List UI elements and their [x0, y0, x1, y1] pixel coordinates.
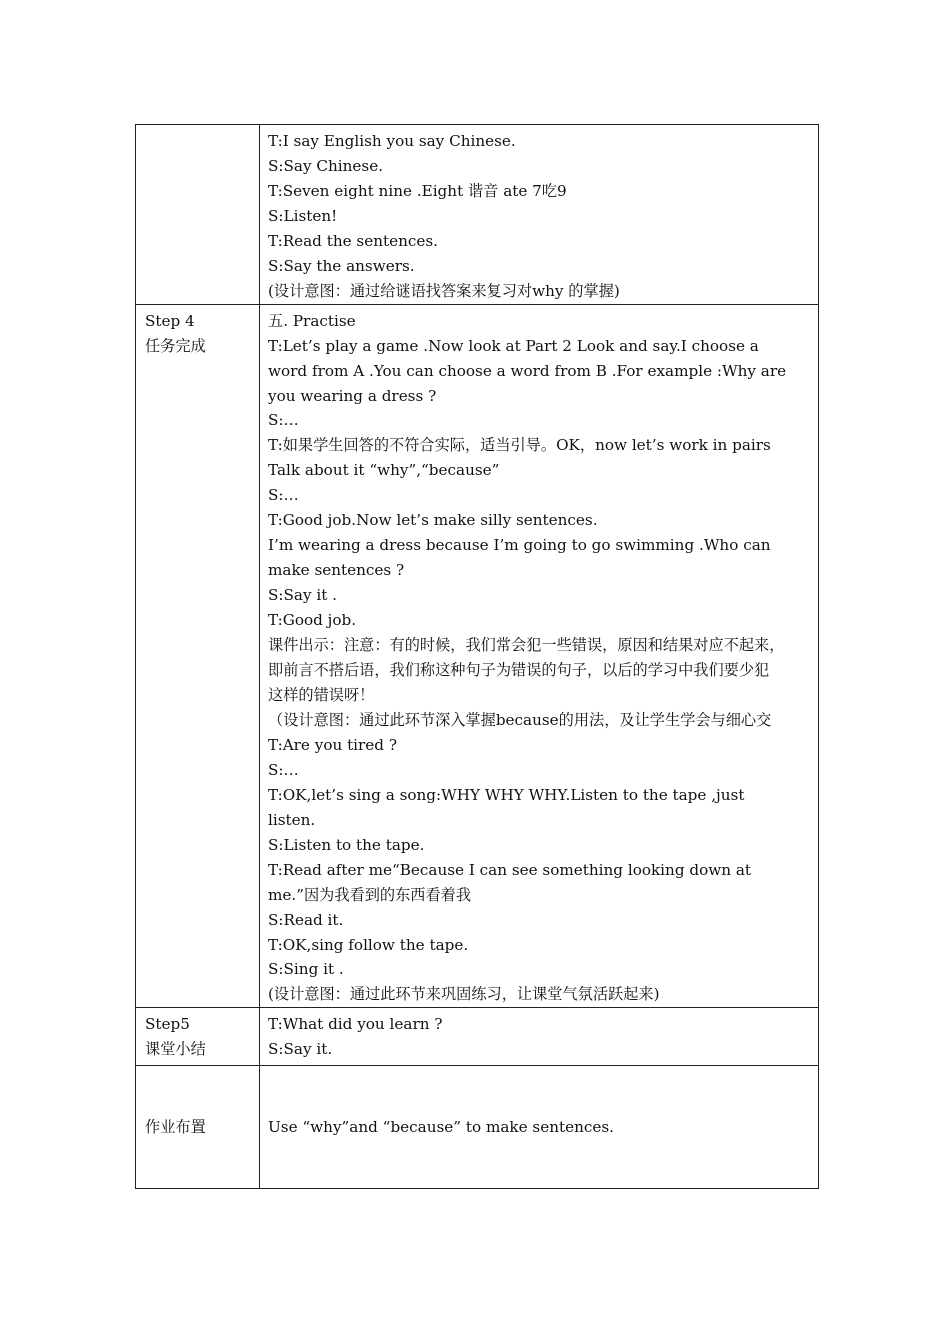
table-row — [136, 1008, 819, 1066]
step-title: 课堂小结 — [145, 1040, 206, 1059]
content-line: T:Let’s play a game .Now look at Part 2 Look and say.I choose a — [268, 336, 759, 355]
content-line: T:Good job.Now let’s make silly sentences. — [268, 511, 598, 530]
content-line: T:如果学生回答的不符合实际，适当引导。OK，now let’s work in pairs — [268, 436, 771, 455]
content-line: S:Say it. — [268, 1040, 333, 1059]
content-line: Talk about it “why”,“because” — [268, 461, 500, 480]
content-line: word from A .You can choose a word from B .For example :Why are — [268, 361, 787, 380]
content-line: Use “why”and “because” to make sentences. — [268, 1117, 614, 1136]
content-line: T:Read the sentences. — [268, 231, 438, 250]
content-line: make sentences ? — [268, 561, 405, 580]
content-line: listen. — [268, 810, 316, 829]
content-line: T:What did you learn ? — [268, 1015, 443, 1034]
step-cell — [136, 1066, 260, 1189]
step-title: 任务完成 — [145, 336, 206, 355]
step-label: Step 4 — [145, 311, 195, 330]
content-line: S:… — [268, 411, 299, 430]
step-cell — [136, 125, 260, 305]
content-cell — [260, 125, 819, 305]
step-title: 作业布置 — [145, 1117, 206, 1136]
content-line: you wearing a dress ? — [268, 386, 437, 405]
lesson-plan-table — [135, 124, 819, 1189]
step-cell — [136, 304, 260, 1008]
content-line: T:Read after me“Because I can see something looking down at — [268, 860, 752, 879]
content-line: S:Say Chinese. — [268, 156, 384, 175]
content-line: 这样的错误呀！ — [268, 685, 375, 704]
content-line: 课件出示：注意：有的时候，我们常会犯一些错误，原因和结果对应不起来， — [268, 636, 785, 655]
content-line: S:Read it. — [268, 910, 344, 929]
content-cell — [260, 304, 819, 1008]
step-cell — [136, 1008, 260, 1066]
content-line: （设计意图：通过此环节深入掌握because的用法，及让学生学会与细心交 — [268, 710, 772, 729]
content-line: S:Listen! — [268, 206, 338, 225]
content-line: me.”因为我看到的东西看着我 — [268, 885, 472, 904]
content-line: S:Listen to the tape. — [268, 835, 425, 854]
table-row — [136, 1066, 819, 1189]
content-line: S:… — [268, 760, 299, 779]
table-row — [136, 304, 819, 1008]
content-line: (设计意图：通过给谜语找答案来复习对why 的掌握) — [268, 281, 620, 300]
table-row — [136, 125, 819, 305]
content-line: S:Say the answers. — [268, 256, 415, 275]
content-line: T:OK,sing follow the tape. — [268, 935, 469, 954]
content-cell — [260, 1066, 819, 1189]
content-line: T:I say English you say Chinese. — [268, 132, 516, 150]
content-line: S:Say it . — [268, 586, 338, 605]
content-line: T:OK,let’s sing a song:WHY WHY WHY.Listen to the tape ,just — [268, 785, 745, 804]
content-line: (设计意图：通过此环节来巩固练习，让课堂气氛活跃起来) — [268, 985, 660, 1004]
content-line: T:Are you tired ? — [268, 735, 397, 754]
content-line: I’m wearing a dress because I’m going to go swimming .Who can — [268, 536, 771, 555]
content-line: T:Seven eight nine .Eight 谐音 ate 7吃9 — [268, 181, 567, 200]
step-label: Step5 — [145, 1015, 190, 1034]
content-line: 即前言不搭后语，我们称这种句子为错误的句子，以后的学习中我们要少犯 — [268, 661, 770, 680]
content-cell — [260, 1008, 819, 1066]
content-line: T:Good job. — [268, 611, 357, 630]
content-line: S:… — [268, 486, 299, 505]
content-line: 五. Practise — [268, 311, 356, 330]
content-line: S:Sing it . — [268, 960, 344, 979]
